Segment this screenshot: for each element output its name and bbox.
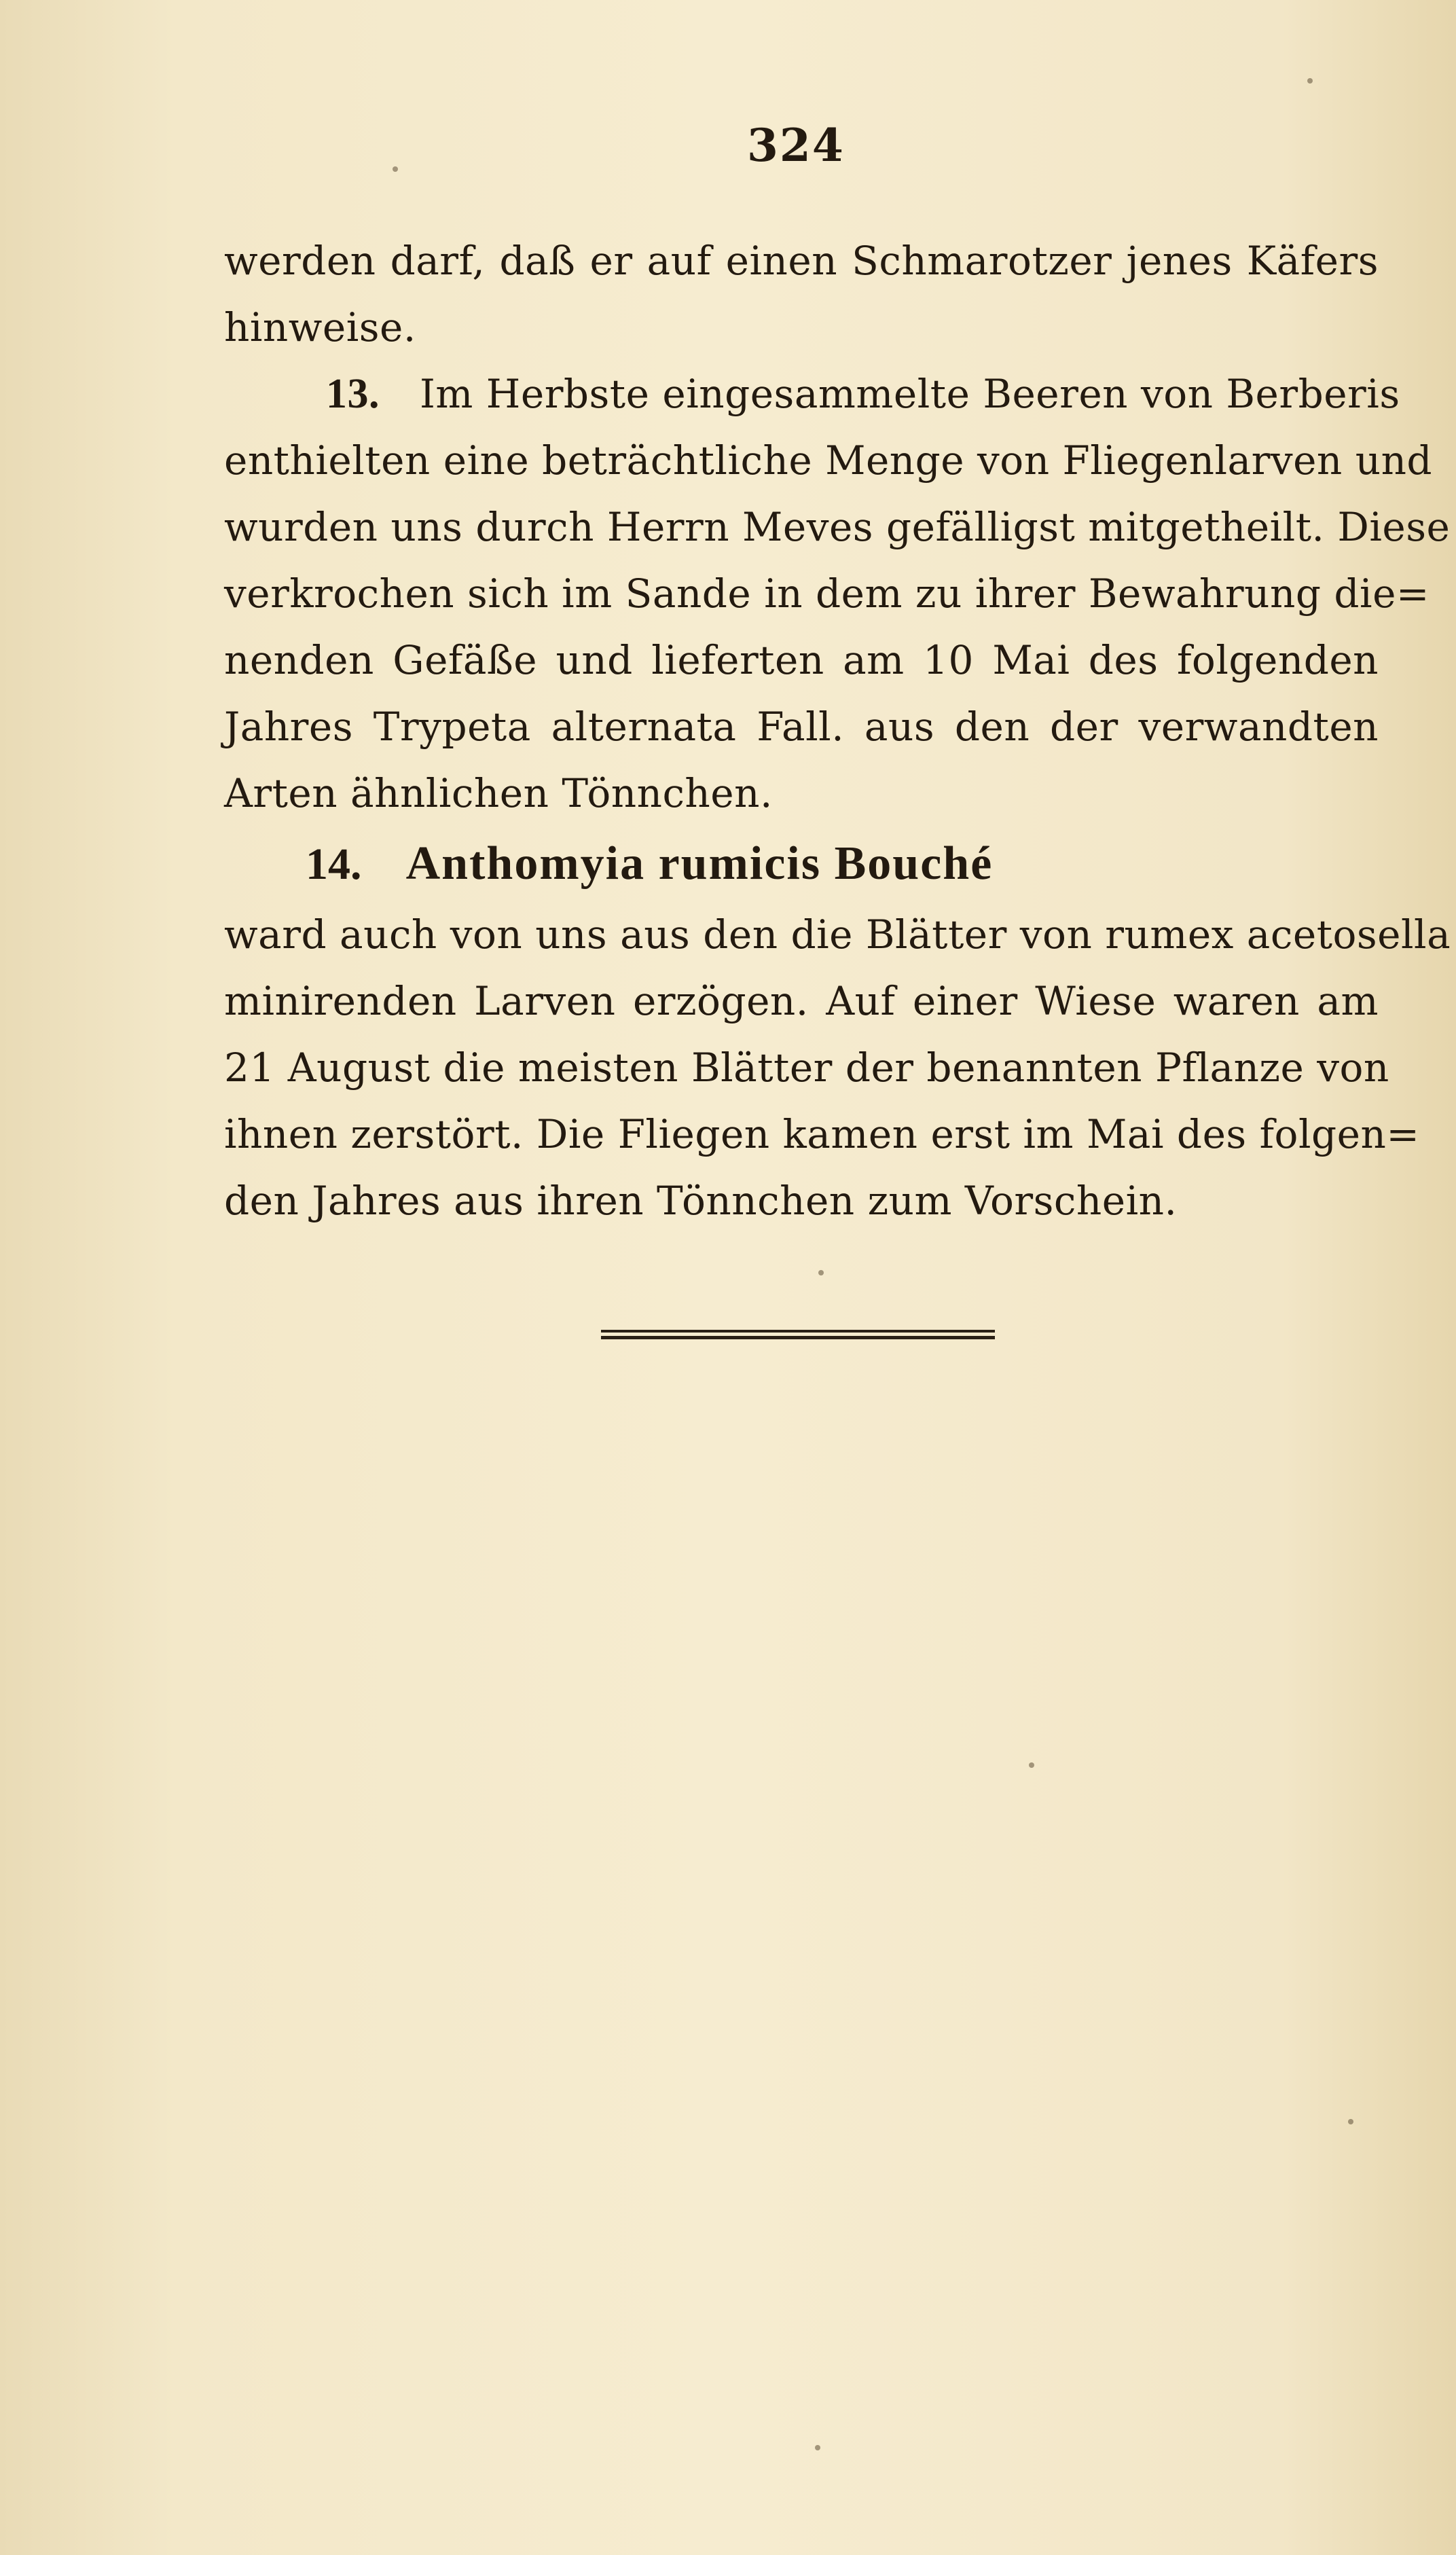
text-line: Arten ähnlichen Tönnchen. xyxy=(224,770,773,816)
paper-speck xyxy=(818,1270,824,1275)
text-line: den Jahres aus ihren Tönnchen zum Vorschein. xyxy=(224,1178,1178,1224)
section-number: 14. xyxy=(306,839,362,889)
text-line: enthielten eine beträchtliche Menge von Fliegenlarven und xyxy=(224,437,1433,484)
paper-speck xyxy=(1029,1762,1034,1768)
text-line: ward auch von uns aus den die Blätter von rumex acetosella xyxy=(224,911,1451,958)
text-line: verkrochen sich im Sande in dem zu ihrer Bewahrung die= xyxy=(224,570,1430,617)
text-line: Jahres Trypeta alternata Fall. aus den der verwandten xyxy=(224,704,1379,750)
paper-speck xyxy=(815,2445,820,2450)
body-text xyxy=(224,228,1451,1234)
text-line: nenden Gefäße und lieferten am 10 Mai des folgenden xyxy=(224,637,1379,683)
text-line: 21 August die meisten Blätter der benannten Pflanze von xyxy=(224,1045,1389,1091)
end-rule xyxy=(601,1330,995,1339)
section-title: Anthomyia rumicis Bouché xyxy=(405,837,994,890)
text-line: hinweise. xyxy=(224,304,416,350)
paragraph-13-first-line xyxy=(224,361,1400,427)
paper-speck xyxy=(1348,2119,1353,2124)
text-line: werden darf, daß er auf einen Schmarotzer jenes Käfers xyxy=(224,238,1379,284)
paper-speck xyxy=(1307,78,1313,84)
text-run: Im Herbste eingesammelte Beeren von Berberis xyxy=(419,371,1400,417)
text-line: ihnen zerstört. Die Fliegen kamen erst im Mai des folgen= xyxy=(224,1111,1420,1157)
section-heading xyxy=(224,827,1379,901)
text-line: minirenden Larven erzögen. Auf einer Wiese waren am xyxy=(224,978,1379,1024)
page-number: 324 xyxy=(747,119,845,172)
text-line: wurden uns durch Herrn Meves gefälligst mitgetheilt. Diese xyxy=(224,504,1451,550)
paragraph-number: 13. xyxy=(326,371,380,417)
paper-speck xyxy=(393,166,398,172)
